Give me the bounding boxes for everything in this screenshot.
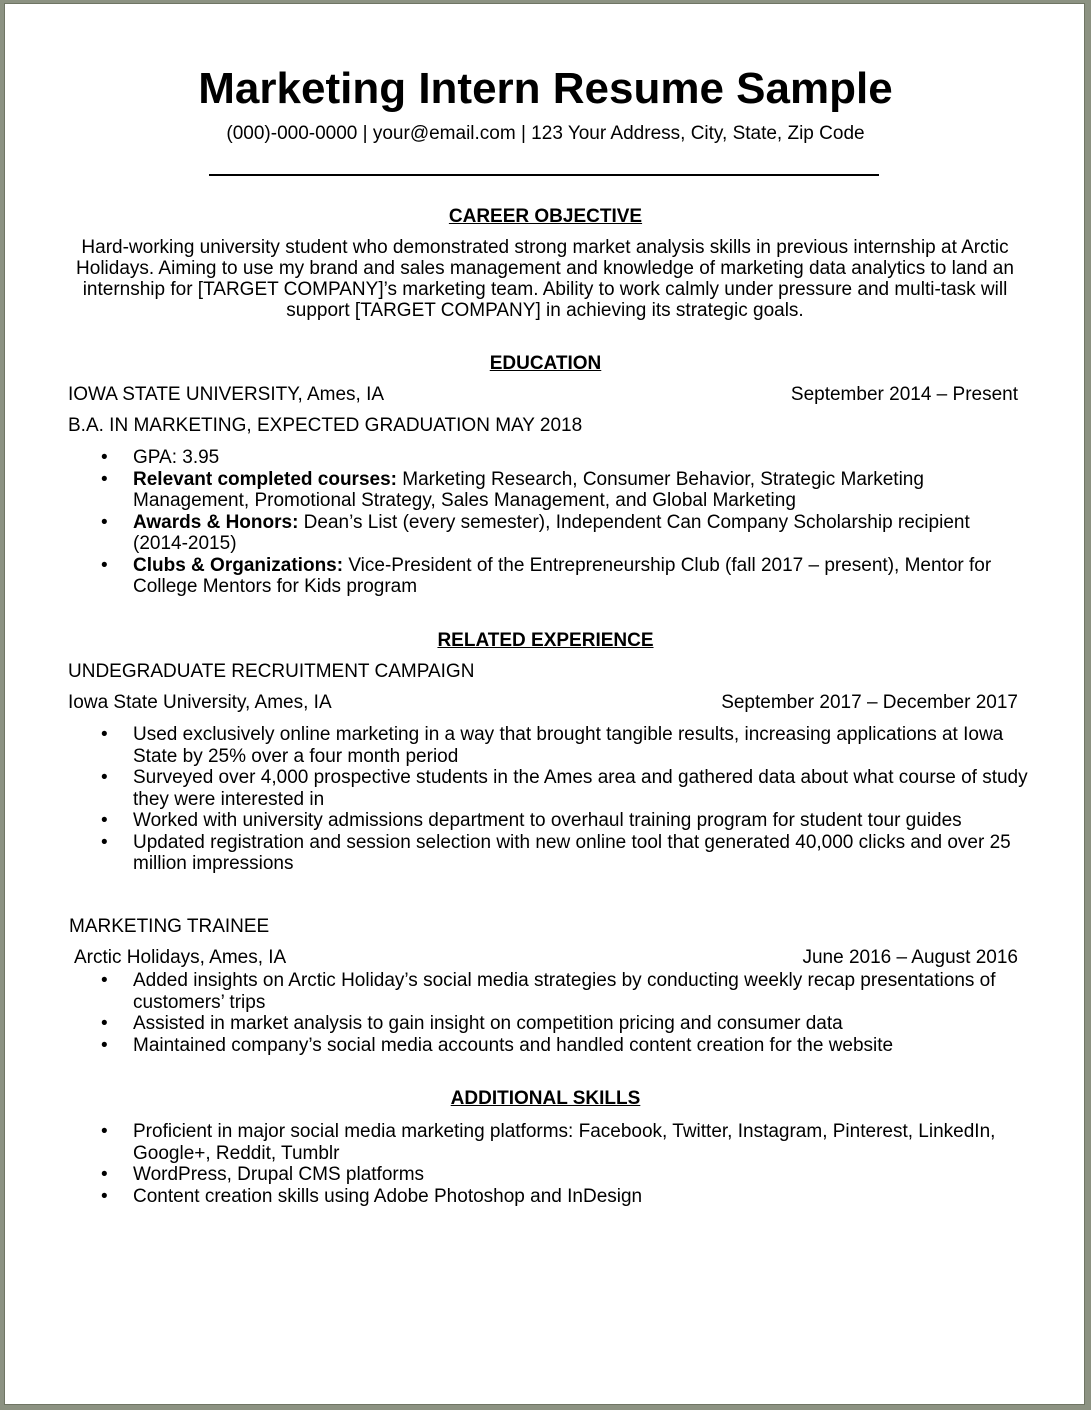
list-item: • Maintained company’s social media accounts and handled content creation for the website [68, 1035, 1028, 1057]
resume-title: Marketing Intern Resume Sample [198, 64, 893, 113]
career-objective-heading: CAREER OBJECTIVE [448, 206, 643, 227]
header-divider [209, 174, 879, 176]
job-title: MARKETING TRAINEE [69, 916, 270, 937]
list-item: • Updated registration and session selection with new online tool that generated 40,000 clicks and over 25 million impressions [68, 832, 1028, 875]
education-degree: B.A. IN MARKETING, EXPECTED GRADUATION MAY 2018 [68, 415, 583, 436]
job-title: UNDEGRADUATE RECRUITMENT CAMPAIGN [68, 661, 475, 682]
list-item: • Surveyed over 4,000 prospective students in the Ames area and gathered data about what course of study they were interested in [68, 767, 1028, 810]
skills-bullet-list [68, 1121, 1028, 1207]
list-item: • Content creation skills using Adobe Photoshop and InDesign [68, 1186, 1028, 1208]
education-bullet-list [68, 447, 1028, 598]
list-item: • Relevant completed courses: Marketing Research, Consumer Behavior, Strategic Marketing Management, Promotional Strategy, Sales Management, and Global Marketing [68, 469, 1028, 512]
list-item: • GPA: 3.95 [68, 447, 1028, 469]
list-item: • Used exclusively online marketing in a way that brought tangible results, increasing applications at Iowa State by 25% over a four month period [68, 724, 1028, 767]
education-heading: EDUCATION [489, 353, 602, 374]
job-bullet-list [68, 724, 1028, 875]
job-bullet-list [68, 970, 1028, 1056]
list-item: • Added insights on Arctic Holiday’s social media strategies by conducting weekly recap presentations of customers’ trips [68, 970, 1028, 1013]
list-item: • WordPress, Drupal CMS platforms [68, 1164, 1028, 1186]
job-dates: June 2016 – August 2016 [802, 947, 1018, 968]
list-item: • Proficient in major social media marketing platforms: Facebook, Twitter, Instagram, Pinterest, LinkedIn, Google+, Reddit, Tumblr [68, 1121, 1028, 1164]
career-objective-text: Hard-working university student who demonstrated strong market analysis skills in previous internship at Arctic Holidays. Aiming to use my brand and sales management and knowledge of marketing data analytics to land an internship for [TARGET COMPANY]’s marketing team. Ability to work calmly under pressure and multi-task will support [TARGET COMPANY] in achieving its strategic goals. [76, 237, 1014, 321]
additional-skills-heading: ADDITIONAL SKILLS [450, 1088, 641, 1109]
job-dates: September 2017 – December 2017 [721, 692, 1018, 713]
related-experience-heading: RELATED EXPERIENCE [437, 630, 654, 651]
list-item: • Assisted in market analysis to gain insight on competition pricing and consumer data [68, 1013, 1028, 1035]
list-item: • Worked with university admissions department to overhaul training program for student tour guides [68, 810, 1028, 832]
job-organization: Iowa State University, Ames, IA [68, 692, 332, 713]
list-item: • Clubs & Organizations: Vice-President of the Entrepreneurship Club (fall 2017 – present), Mentor for College Mentors for Kids program [68, 555, 1028, 598]
job-organization: Arctic Holidays, Ames, IA [74, 947, 287, 968]
education-school: IOWA STATE UNIVERSITY, Ames, IA [68, 384, 385, 405]
education-dates: September 2014 – Present [790, 384, 1018, 405]
list-item: • Awards & Honors: Dean’s List (every semester), Independent Can Company Scholarship recipient (2014-2015) [68, 512, 1028, 555]
contact-line: (000)-000-0000 | your@email.com | 123 Your Address, City, State, Zip Code [226, 123, 865, 144]
